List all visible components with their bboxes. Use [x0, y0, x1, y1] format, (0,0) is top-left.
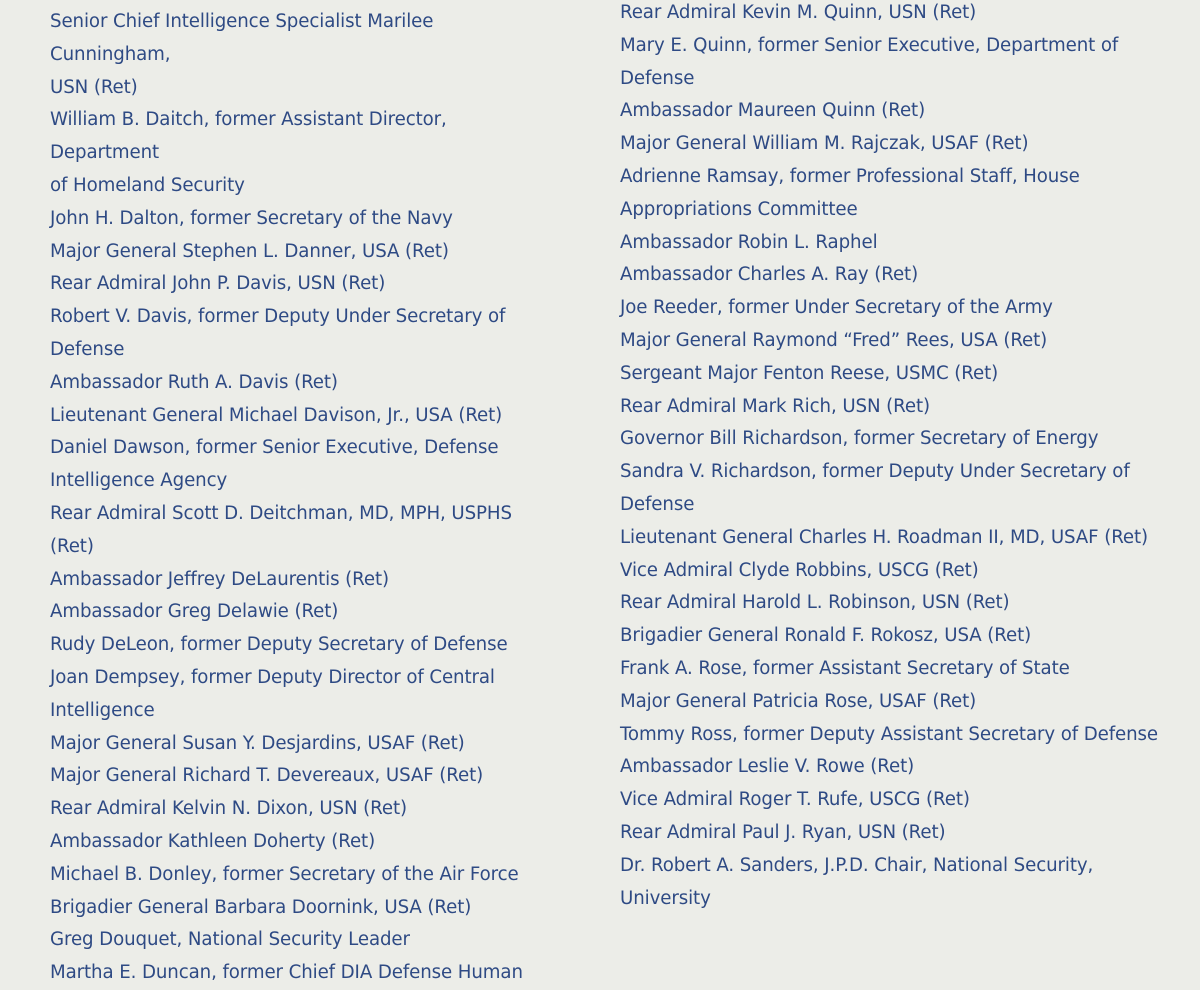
signatory-list-right: [620, 0, 1180, 915]
signatory-entry: Ambassador Leslie V. Rowe (Ret): [620, 756, 915, 778]
signatory-entry: Governor Bill Richardson, former Secretary of Energy: [620, 428, 1099, 450]
signatory-entry: Major General Susan Y. Desjardins, USAF (Ret): [50, 732, 465, 754]
signatory-entry: Vice Admiral Roger T. Rufe, USCG (Ret): [620, 789, 970, 811]
signatory-entry: Lieutenant General Michael Davison, Jr., USA (Ret): [50, 404, 503, 426]
signatory-entry: Major General Raymond “Fred” Rees, USA (Ret): [620, 329, 1048, 351]
signatory-entry: Rear Admiral Mark Rich, USN (Ret): [620, 395, 930, 417]
signatory-entry: Vice Admiral Clyde Robbins, USCG (Ret): [620, 559, 979, 581]
signatory-entry: Ambassador Charles A. Ray (Ret): [620, 264, 919, 286]
signatory-entry: Joan Dempsey, former Deputy Director of Central Intelligence: [50, 666, 495, 721]
signatory-entry: Lieutenant General Charles H. Roadman II, MD, USAF (Ret): [620, 526, 1149, 548]
signatory-entry: Joe Reeder, former Under Secretary of the Army: [620, 297, 1053, 319]
signatory-entry: Sergeant Major Fenton Reese, USMC (Ret): [620, 362, 999, 384]
signatory-entry: Ambassador Ruth A. Davis (Ret): [50, 371, 338, 393]
signatory-entry: Sandra V. Richardson, former Deputy Under Secretary of Defense: [620, 461, 1130, 515]
signatory-entry: Adrienne Ramsay, former Professional Staff, House Appropriations Committee: [620, 165, 1080, 220]
signatory-entry: Rear Admiral Paul J. Ryan, USN (Ret): [620, 821, 946, 843]
signatory-entry: Major General William M. Rajczak, USAF (Ret): [620, 133, 1029, 155]
signatory-entry: William B. Daitch, former Assistant Director, Department of Homeland Security: [50, 109, 447, 196]
signatory-entry: Daniel Dawson, former Senior Executive, Defense Intelligence Agency: [50, 437, 499, 492]
signatory-entry: Rear Admiral Kelvin N. Dixon, USN (Ret): [50, 798, 408, 820]
signatory-entry: Ambassador Jeffrey DeLaurentis (Ret): [50, 568, 390, 590]
signatory-entry: Ambassador Kathleen Doherty (Ret): [50, 830, 376, 852]
signatory-entry: Brigadier General Ronald F. Rokosz, USA (Ret): [620, 625, 1032, 647]
signatory-entry: Rear Admiral Harold L. Robinson, USN (Ret): [620, 592, 1010, 614]
signatory-entry: Michael B. Donley, former Secretary of the Air Force: [50, 863, 519, 885]
signatory-entry: Major General Richard T. Devereaux, USAF (Ret): [50, 765, 484, 787]
signatory-entry: Martha E. Duncan, former Chief DIA Defense Human: [50, 962, 523, 984]
signatory-list-left: [50, 6, 550, 990]
signatory-entry: Major General Patricia Rose, USAF (Ret): [620, 690, 977, 712]
signatory-entry: Ambassador Maureen Quinn (Ret): [620, 100, 926, 122]
signatory-entry: Major General Stephen L. Danner, USA (Ret): [50, 240, 449, 262]
signatory-entry: Tommy Ross, former Deputy Assistant Secretary of Defense: [620, 723, 1159, 745]
signatory-entry: Dr. Robert A. Sanders, J.P.D. Chair, National Security, University: [620, 854, 1094, 909]
signatory-entry: John H. Dalton, former Secretary of the Navy: [50, 207, 453, 229]
signatory-entry: Rudy DeLeon, former Deputy Secretary of Defense: [50, 634, 508, 656]
signatory-entry: Rear Admiral Kevin M. Quinn, USN (Ret): [620, 2, 977, 23]
signatory-entry: Mary E. Quinn, former Senior Executive, Department of Defense: [620, 34, 1119, 89]
signatory-entry: Senior Chief Intelligence Specialist Marilee Cunningham, USN (Ret): [50, 11, 434, 98]
signatory-entry: Ambassador Robin L. Raphel: [620, 231, 878, 253]
signatory-entry: Frank A. Rose, former Assistant Secretary of State: [620, 657, 1070, 679]
signatory-entry: Rear Admiral John P. Davis, USN (Ret): [50, 273, 386, 295]
signatory-entry: Greg Douquet, National Security Leader: [50, 929, 410, 951]
signatory-entry: Brigadier General Barbara Doornink, USA (Ret): [50, 896, 472, 918]
signatory-entry: Rear Admiral Scott D. Deitchman, MD, MPH, USPHS (Ret): [50, 502, 512, 557]
signatory-entry: Robert V. Davis, former Deputy Under Secretary of Defense: [50, 306, 506, 360]
signatory-entry: Ambassador Greg Delawie (Ret): [50, 601, 339, 623]
